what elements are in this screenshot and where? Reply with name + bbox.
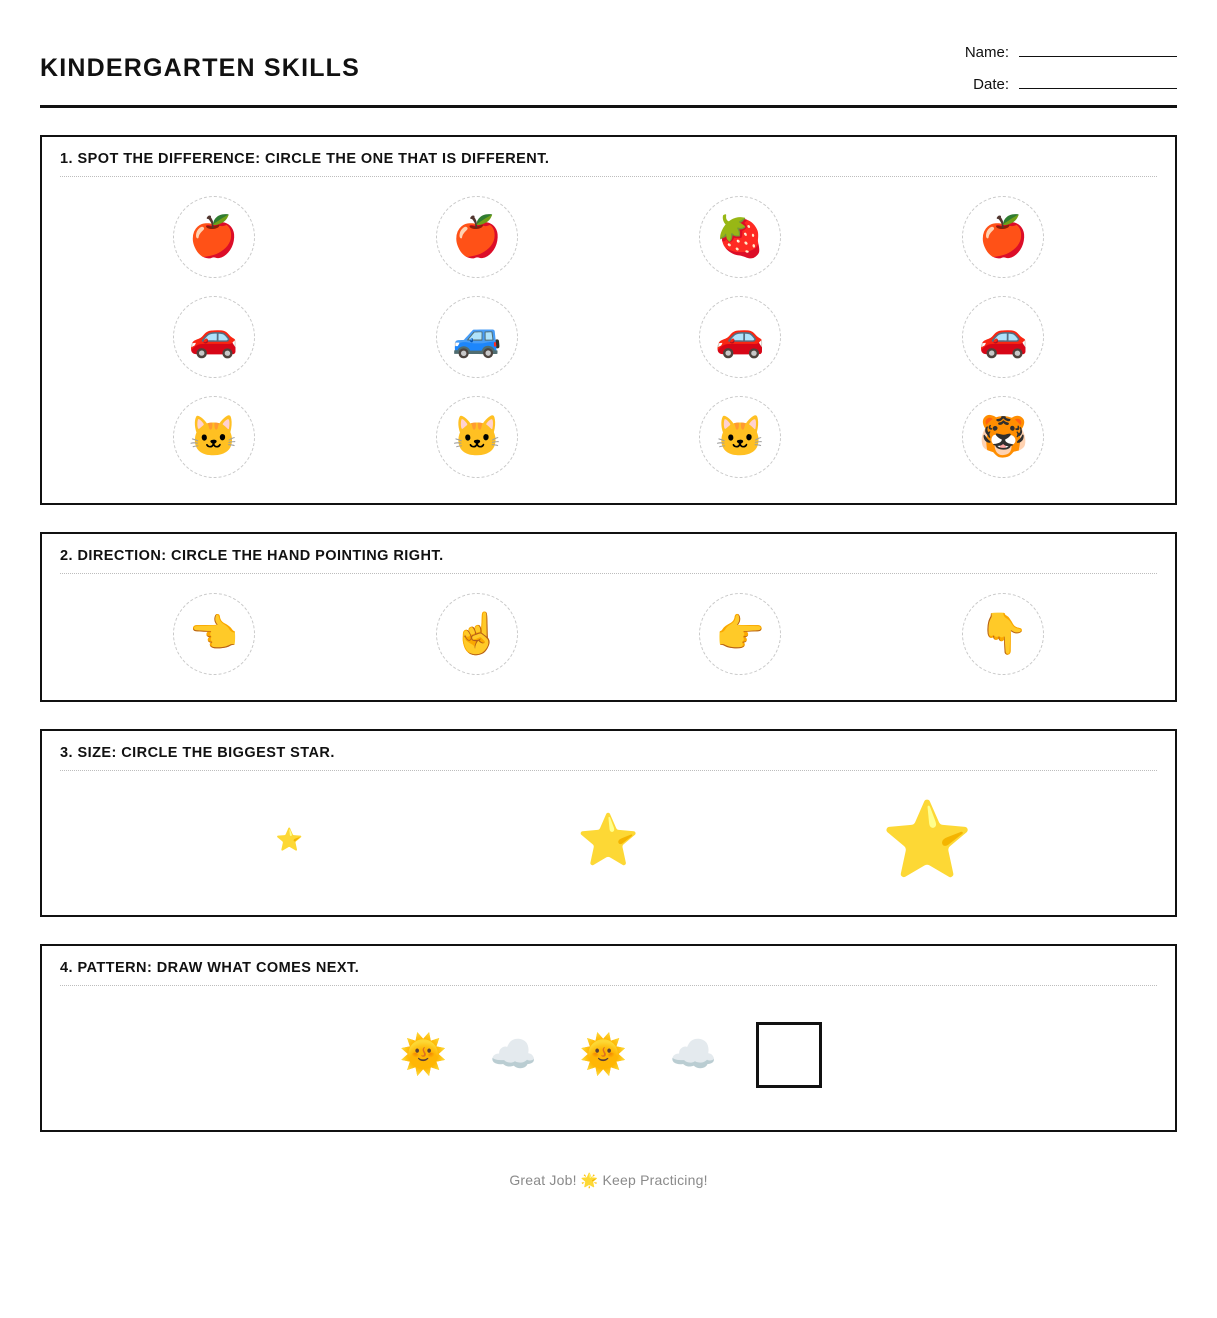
- date-field-row: [973, 75, 1177, 93]
- star-row: [60, 781, 1157, 899]
- pattern-item: [576, 1027, 632, 1083]
- sun-with-face-icon: 🌞: [579, 1034, 628, 1076]
- name-input-line[interactable]: [1019, 43, 1177, 57]
- cloud-icon: ☁️: [669, 1034, 718, 1076]
- choice-option[interactable]: [173, 593, 255, 675]
- item-row: [60, 584, 1157, 684]
- section-title: 1. SPOT THE DIFFERENCE: CIRCLE THE ONE THAT IS DIFFERENT.: [60, 151, 1157, 177]
- section-title: 4. PATTERN: DRAW WHAT COMES NEXT.: [60, 960, 1157, 986]
- cat-face-icon: 🐱: [188, 415, 239, 459]
- hand-pointing-right-icon: 👉: [715, 612, 766, 656]
- pattern-item: [666, 1027, 722, 1083]
- student-meta-block: [965, 43, 1177, 105]
- star-icon: ⭐: [577, 812, 640, 868]
- choice-option[interactable]: [230, 785, 350, 895]
- choice-option[interactable]: [962, 396, 1044, 478]
- answer-box[interactable]: [756, 1022, 822, 1088]
- apple-icon: 🍎: [978, 215, 1029, 259]
- worksheet-header: [40, 0, 1177, 108]
- choice-option[interactable]: [173, 396, 255, 478]
- pattern-item: [396, 1027, 452, 1083]
- footer-text-after: Keep Practicing!: [602, 1172, 708, 1188]
- choice-option[interactable]: [173, 296, 255, 378]
- star-icon: ⭐: [275, 827, 304, 852]
- section-direction: [40, 532, 1177, 702]
- page-title: KINDERGARTEN SKILLS: [40, 54, 361, 82]
- apple-icon: 🍎: [188, 215, 239, 259]
- item-row: [60, 387, 1157, 487]
- car-icon: 🚗: [978, 315, 1029, 359]
- cat-face-icon: 🐱: [715, 415, 766, 459]
- sparkle-star-icon: 🌟: [580, 1172, 599, 1188]
- date-input-line[interactable]: [1019, 75, 1177, 89]
- pattern-item: [486, 1027, 542, 1083]
- choice-option[interactable]: [173, 196, 255, 278]
- item-row: [60, 187, 1157, 287]
- worksheet-footer: [40, 1172, 1177, 1189]
- section-spot-the-difference: [40, 135, 1177, 505]
- choice-option[interactable]: [699, 196, 781, 278]
- section-size: [40, 729, 1177, 917]
- section-pattern: [40, 944, 1177, 1132]
- date-label: Date:: [973, 76, 1009, 93]
- strawberry-icon: 🍓: [715, 215, 766, 259]
- choice-option[interactable]: [436, 396, 518, 478]
- cloud-icon: ☁️: [489, 1034, 538, 1076]
- hand-pointing-left-icon: 👈: [188, 612, 239, 656]
- choice-option[interactable]: [699, 296, 781, 378]
- star-icon: ⭐: [881, 798, 974, 881]
- footer-text-before: Great Job!: [509, 1172, 577, 1188]
- name-label: Name:: [964, 44, 1009, 61]
- section-title: 2. DIRECTION: CIRCLE THE HAND POINTING RIGHT.: [60, 548, 1157, 574]
- car-icon: 🚗: [715, 315, 766, 359]
- choice-option[interactable]: [962, 196, 1044, 278]
- choice-option[interactable]: [962, 593, 1044, 675]
- choice-option[interactable]: [699, 593, 781, 675]
- hand-pointing-up-icon: ☝️: [451, 612, 502, 656]
- section-title: 3. SIZE: CIRCLE THE BIGGEST STAR.: [60, 745, 1157, 771]
- pattern-row: [60, 996, 1157, 1114]
- choice-option[interactable]: [549, 785, 669, 895]
- choice-option[interactable]: [436, 593, 518, 675]
- choice-option[interactable]: [962, 296, 1044, 378]
- choice-option[interactable]: [699, 396, 781, 478]
- choice-option[interactable]: [436, 196, 518, 278]
- tiger-face-icon: 🐯: [978, 415, 1029, 459]
- name-field-row: [965, 43, 1177, 61]
- apple-icon: 🍎: [451, 215, 502, 259]
- sun-with-face-icon: 🌞: [399, 1034, 448, 1076]
- suv-icon: 🚙: [451, 315, 502, 359]
- choice-option[interactable]: [868, 785, 988, 895]
- cat-face-icon: 🐱: [451, 415, 502, 459]
- car-icon: 🚗: [188, 315, 239, 359]
- choice-option[interactable]: [436, 296, 518, 378]
- hand-pointing-down-icon: 👇: [978, 612, 1029, 656]
- item-row: [60, 287, 1157, 387]
